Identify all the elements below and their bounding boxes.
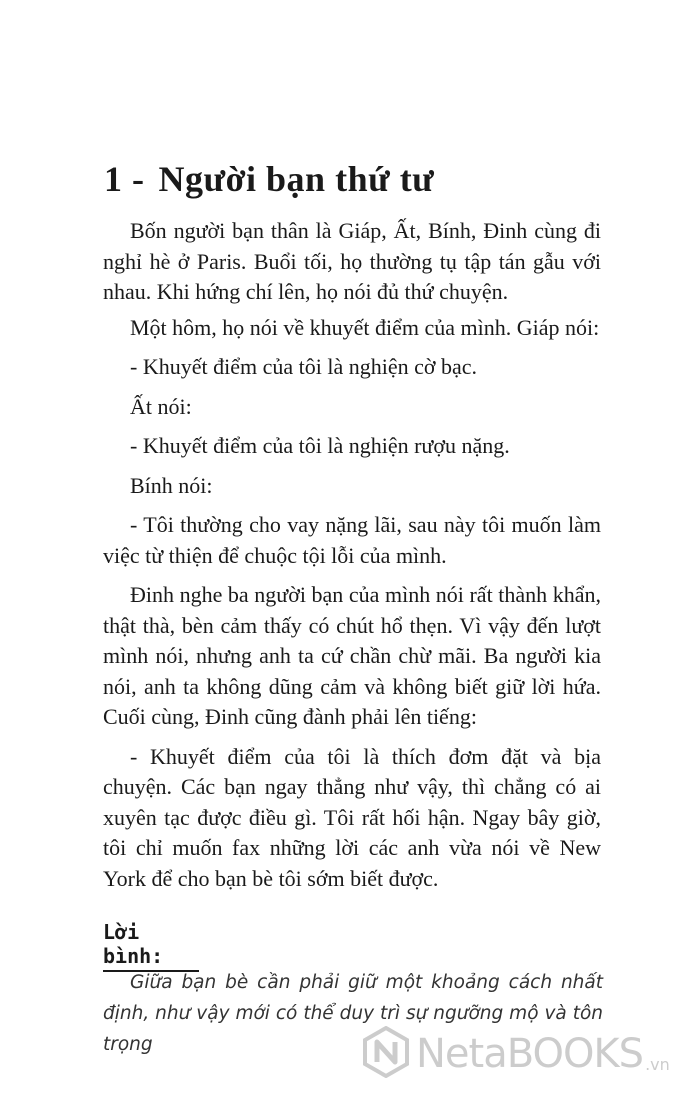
paragraph: - Khuyết điểm của tôi là thích đơm đặt và bịa chuyện. Các bạn ngay thẳng như vậy, thì chẳng có ai xuyên tạc được điều gì. Tôi rất hối hận. Ngay bây giờ, tôi chỉ muốn fax những lời các anh vừa nói về New York để cho bạn bè tôi sớm biết được.	[103, 743, 601, 891]
paragraph: Ất nói:	[130, 393, 192, 419]
watermark	[362, 1026, 670, 1082]
paragraph: Bính nói:	[130, 472, 213, 498]
commentary-paragraph: Giữa bạn bè cần phải giữ một khoảng cách nhất định, như vậy mới có thể duy trì sự ngưỡng mộ và tôn trọng	[103, 972, 603, 1055]
paragraph: Một hôm, họ nói về khuyết điểm của mình. Giáp nói:	[130, 314, 600, 340]
watermark-suffix: .vn	[645, 1055, 670, 1074]
chapter-title-text: Người bạn thứ tư	[158, 159, 435, 199]
watermark-brand: NetaBOOKS	[416, 1031, 644, 1077]
paragraph: - Khuyết điểm của tôi là nghiện cờ bạc.	[130, 354, 478, 379]
paragraph: - Khuyết điểm của tôi là nghiện rượu nặng.	[130, 433, 510, 458]
commentary-heading: Lời bình:	[103, 920, 199, 972]
paragraph: - Tôi thường cho vay nặng lãi, sau này tôi muốn làm việc từ thiện để chuộc tội lỗi của mình.	[103, 512, 601, 568]
netabooks-logo-icon	[362, 1026, 410, 1082]
paragraph: Đinh nghe ba người bạn của mình nói rất thành khẩn, thật thà, bèn cảm thấy có chút hổ thẹn. Vì vậy đến lượt mình nói, nhưng anh ta cứ chần chừ mãi. Ba người kia nói, anh ta không dũng cảm và không biết giữ lời hứa. Cuối cùng, Đinh cũng đành phải lên tiếng:	[103, 582, 601, 729]
chapter-title	[104, 158, 434, 200]
chapter-number: 1 -	[104, 159, 145, 199]
paragraph: Bốn người bạn thân là Giáp, Ất, Bính, Đinh cùng đi nghỉ hè ở Paris. Buổi tối, họ thường tụ tập tán gẫu với nhau. Khi hứng chí lên, họ nói đủ thứ chuyện.	[103, 218, 601, 304]
story-body	[103, 216, 601, 903]
